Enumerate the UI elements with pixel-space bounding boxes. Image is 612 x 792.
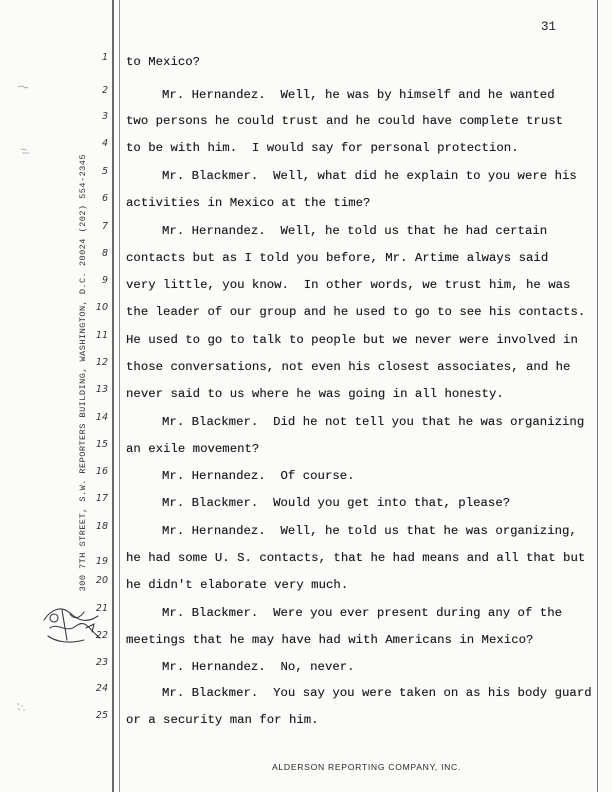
line-text: or a security man for him. [126, 713, 319, 727]
line-number: 3 [101, 111, 108, 122]
line-number: 8 [101, 248, 108, 259]
line-text: Mr. Hernandez. Well, he was by himself and he wanted [162, 88, 555, 102]
line-number: 20 [95, 575, 108, 586]
transcript-line-17 [0, 493, 612, 510]
line-number: 9 [101, 275, 108, 286]
line-number: 24 [95, 683, 108, 694]
transcript-line-18 [0, 521, 612, 538]
transcript-line-14 [0, 412, 612, 429]
line-number: 23 [95, 657, 108, 668]
transcript-line-20 [0, 575, 612, 592]
transcript-line-8 [0, 248, 612, 265]
transcript-line-13 [0, 384, 612, 401]
line-text: Mr. Hernandez. Of course. [162, 469, 355, 483]
line-number: 7 [101, 221, 108, 232]
line-text: to Mexico? [126, 55, 201, 69]
line-text: Mr. Blackmer. Well, what did he explain to you were his [162, 169, 577, 183]
line-number: 10 [95, 302, 108, 313]
line-text: activities in Mexico at the time? [126, 196, 371, 210]
transcript-line-6 [0, 193, 612, 210]
reporter-address-stamp: 300 7TH STREET, S.W. REPORTERS BUILDING, WASHINGTON, D.C. 20024 (202) 554-2345 [78, 154, 88, 592]
line-number: 25 [95, 710, 108, 721]
line-text: to be with him. I would say for personal protection. [126, 141, 519, 155]
line-number: 4 [101, 138, 108, 149]
line-text: Mr. Blackmer. Did he not tell you that he was organizing [162, 415, 585, 429]
transcript-line-22 [0, 630, 612, 647]
transcript-line-11 [0, 330, 612, 347]
transcript-line-16 [0, 466, 612, 483]
transcript-line-4 [0, 138, 612, 155]
transcript-line-10 [0, 302, 612, 319]
line-text: those conversations, not even his closest associates, and he [126, 360, 571, 374]
line-text: he had some U. S. contacts, that he had means and all that but [126, 551, 586, 565]
line-number: 17 [95, 493, 108, 504]
transcript-line-5 [0, 166, 612, 183]
line-text: the leader of our group and he used to go to see his contacts. [126, 305, 586, 319]
transcript-line-19 [0, 551, 612, 565]
reporting-company-footer: ALDERSON REPORTING COMPANY, INC. [272, 762, 462, 772]
line-text: very little, you know. In other words, we trust him, he was [126, 278, 571, 292]
line-text: two persons he could trust and he could have complete trust [126, 114, 564, 128]
line-number: 6 [101, 193, 108, 204]
line-number: 5 [101, 166, 108, 177]
line-text: Mr. Blackmer. You say you were taken on as his body guard [162, 686, 592, 700]
transcript-line-2 [0, 85, 612, 102]
transcript-line-12 [0, 357, 612, 374]
transcript-line-9 [0, 275, 612, 292]
line-text: Mr. Blackmer. Would you get into that, please? [162, 496, 511, 510]
transcript-line-24 [0, 683, 612, 700]
transcript-line-21 [0, 603, 612, 620]
line-number: 22 [95, 630, 108, 641]
transcript-line-25 [0, 710, 612, 727]
line-number: 1 [101, 52, 108, 63]
line-number: 13 [95, 384, 108, 395]
transcript-line-23 [0, 657, 612, 674]
margin-speck [14, 700, 28, 714]
line-text: never said to us where he was going in all honesty. [126, 387, 504, 401]
line-number: 11 [95, 330, 108, 341]
line-text: contacts but as I told you before, Mr. Artime always said [126, 251, 549, 265]
page-number: 31 [541, 20, 557, 34]
transcript-line-7 [0, 221, 612, 238]
line-number: 12 [95, 357, 108, 368]
line-number: 21 [95, 603, 108, 614]
line-text: an exile movement? [126, 442, 260, 456]
line-number: 19 [95, 556, 108, 567]
line-number: 16 [95, 466, 108, 477]
transcript-line-15 [0, 439, 612, 456]
line-text: meetings that he may have had with Americans in Mexico? [126, 633, 534, 647]
line-number: 15 [95, 439, 108, 450]
transcript-line-3 [0, 111, 612, 128]
line-text: Mr. Hernandez. Well, he told us that he was organizing, [162, 524, 577, 538]
line-text: he didn't elaborate very much. [126, 578, 349, 592]
transcript-line-1 [0, 52, 612, 69]
line-text: Mr. Blackmer. Were you ever present during any of the [162, 606, 563, 620]
line-text: Mr. Hernandez. Well, he told us that he had certain [162, 224, 548, 238]
line-number: 2 [101, 85, 108, 96]
line-text: Mr. Hernandez. No, never. [162, 660, 355, 674]
line-number: 18 [95, 521, 108, 532]
line-number: 14 [95, 412, 108, 423]
line-text: He used to go to talk to people but we never were involved in [126, 333, 578, 347]
